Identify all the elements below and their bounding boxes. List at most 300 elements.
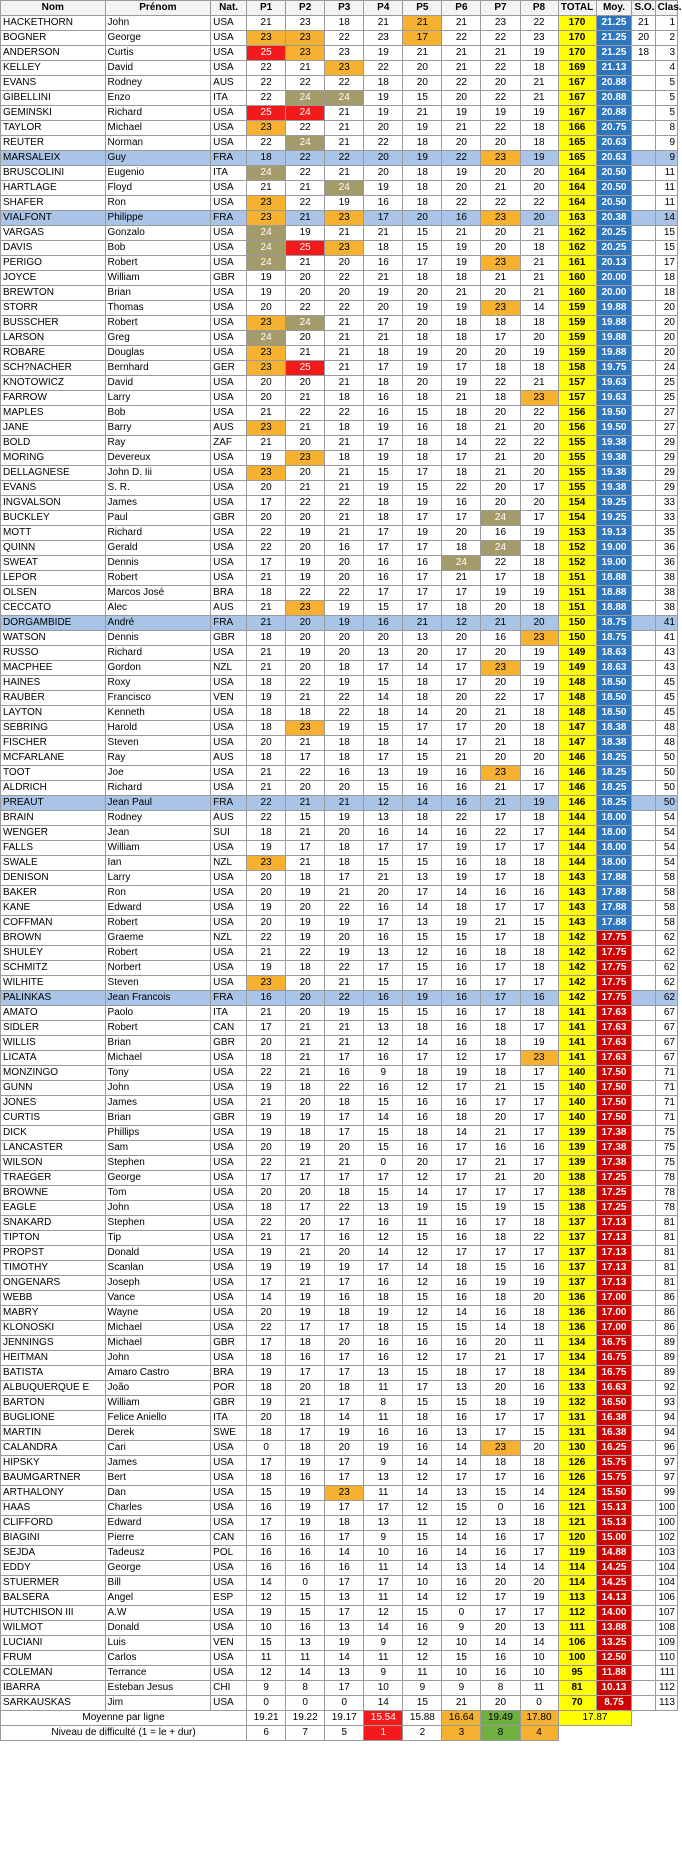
cell-so: [632, 1621, 655, 1636]
cell-total: 106: [558, 1636, 596, 1651]
cell-p4: 20: [364, 166, 403, 181]
cell-total: 147: [558, 721, 596, 736]
cell-nat: USA: [211, 1561, 247, 1576]
cell-p1: 20: [247, 1186, 286, 1201]
cell-p8: 16: [520, 991, 558, 1006]
table-row: [1, 1696, 678, 1711]
table-row: [1, 946, 678, 961]
cell-nat: USA: [211, 781, 247, 796]
cell-prenom: Edward: [105, 901, 211, 916]
cell-p2: 23: [286, 46, 325, 61]
table-row: [1, 406, 678, 421]
cell-p3: 22: [325, 301, 364, 316]
cell-p6: 14: [442, 886, 481, 901]
cell-p1: 21: [247, 601, 286, 616]
cell-nat: GBR: [211, 1336, 247, 1351]
cell-nat: USA: [211, 241, 247, 256]
cell-p7: 17: [481, 871, 520, 886]
cell-nom: SEBRING: [1, 721, 106, 736]
cell-p6: 16: [442, 1216, 481, 1231]
cell-total: 164: [558, 196, 596, 211]
cell-p3: 17: [325, 1111, 364, 1126]
cell-p5: 18: [403, 136, 442, 151]
cell-so: [632, 256, 655, 271]
cell-p1: 0: [247, 1696, 286, 1711]
cell-p8: 15: [520, 1081, 558, 1096]
cell-so: [632, 1411, 655, 1426]
cell-p7: 16: [481, 1651, 520, 1666]
cell-p8: 21: [520, 256, 558, 271]
cell-p4: 11: [364, 1381, 403, 1396]
cell-prenom: Jean: [105, 826, 211, 841]
cell-so: [632, 871, 655, 886]
cell-prenom: Tadeusz: [105, 1546, 211, 1561]
cell-moy: 15.13: [596, 1516, 632, 1531]
cell-prenom: Enzo: [105, 91, 211, 106]
cell-p4: 21: [364, 226, 403, 241]
cell-p6: 21: [442, 1696, 481, 1711]
cell-so: [632, 721, 655, 736]
cell-p5: 19: [403, 526, 442, 541]
cell-p7: 18: [481, 316, 520, 331]
cell-p8: 19: [520, 151, 558, 166]
col-header-nat: Nat.: [211, 1, 247, 16]
cell-nat: USA: [211, 196, 247, 211]
cell-p1: 21: [247, 946, 286, 961]
cell-p5: 21: [403, 106, 442, 121]
cell-p3: 20: [325, 931, 364, 946]
cell-p7: 22: [481, 91, 520, 106]
cell-p4: 16: [364, 901, 403, 916]
cell-p6: 19: [442, 166, 481, 181]
cell-p7: 21: [481, 781, 520, 796]
cell-nat: USA: [211, 1606, 247, 1621]
cell-so: 21: [632, 16, 655, 31]
cell-p2: 21: [286, 391, 325, 406]
cell-p8: 17: [520, 841, 558, 856]
cell-p7: 22: [481, 61, 520, 76]
cell-p5: 14: [403, 706, 442, 721]
cell-nom: BARTON: [1, 1396, 106, 1411]
cell-p7: 21: [481, 1126, 520, 1141]
cell-total: 160: [558, 286, 596, 301]
cell-nom: PERIGO: [1, 256, 106, 271]
cell-p2: 17: [286, 1366, 325, 1381]
cell-prenom: Floyd: [105, 181, 211, 196]
cell-p4: 20: [364, 631, 403, 646]
cell-nat: FRA: [211, 151, 247, 166]
cell-p6: 18: [442, 331, 481, 346]
cell-nat: USA: [211, 961, 247, 976]
cell-nat: AUS: [211, 811, 247, 826]
cell-p8: 17: [520, 691, 558, 706]
cell-moy: 21.25: [596, 31, 632, 46]
cell-p6: 18: [442, 1261, 481, 1276]
cell-p2: 21: [286, 346, 325, 361]
cell-p4: 18: [364, 706, 403, 721]
cell-p1: 23: [247, 121, 286, 136]
cell-p2: 19: [286, 646, 325, 661]
cell-p3: 19: [325, 811, 364, 826]
cell-total: 70: [558, 1696, 596, 1711]
cell-prenom: John: [105, 1201, 211, 1216]
cell-clas: 29: [655, 466, 677, 481]
cell-moy: 17.75: [596, 976, 632, 991]
cell-nat: USA: [211, 916, 247, 931]
cell-p5: 13: [403, 631, 442, 646]
cell-prenom: Robert: [105, 571, 211, 586]
cell-prenom: Eugenio: [105, 166, 211, 181]
cell-so: [632, 751, 655, 766]
cell-p2: 21: [286, 421, 325, 436]
cell-p8: 19: [520, 796, 558, 811]
cell-p8: 20: [520, 466, 558, 481]
cell-p2: 19: [286, 1111, 325, 1126]
cell-p8: 18: [520, 241, 558, 256]
cell-so: [632, 961, 655, 976]
cell-p8: 21: [520, 226, 558, 241]
table-row: [1, 421, 678, 436]
cell-nat: USA: [211, 721, 247, 736]
cell-so: [632, 856, 655, 871]
cell-so: [632, 121, 655, 136]
cell-prenom: Dennis: [105, 631, 211, 646]
cell-clas: 38: [655, 586, 677, 601]
cell-nat: USA: [211, 1351, 247, 1366]
cell-p1: 25: [247, 46, 286, 61]
cell-prenom: Guy: [105, 151, 211, 166]
cell-moy: 16.75: [596, 1336, 632, 1351]
table-row: [1, 811, 678, 826]
cell-nat: USA: [211, 1306, 247, 1321]
cell-p3: 23: [325, 1486, 364, 1501]
cell-prenom: Pierre: [105, 1531, 211, 1546]
cell-moy: 13.88: [596, 1621, 632, 1636]
cell-p1: 18: [247, 1426, 286, 1441]
cell-p4: 13: [364, 1021, 403, 1036]
cell-nat: USA: [211, 1471, 247, 1486]
cell-p7: 18: [481, 1066, 520, 1081]
cell-p1: 20: [247, 736, 286, 751]
cell-p7: 20: [481, 1696, 520, 1711]
cell-p6: 9: [442, 1681, 481, 1696]
cell-p6: 18: [442, 271, 481, 286]
cell-so: [632, 1156, 655, 1171]
cell-p5: 20: [403, 76, 442, 91]
cell-clas: 89: [655, 1366, 677, 1381]
table-row: [1, 1576, 678, 1591]
cell-p4: 16: [364, 826, 403, 841]
cell-p5: 17: [403, 1381, 442, 1396]
table-row: [1, 1096, 678, 1111]
cell-p7: 23: [481, 256, 520, 271]
cell-p3: 13: [325, 1666, 364, 1681]
cell-clas: 36: [655, 541, 677, 556]
cell-so: [632, 1606, 655, 1621]
cell-p6: 17: [442, 361, 481, 376]
table-row: [1, 961, 678, 976]
cell-p5: 21: [403, 16, 442, 31]
cell-nat: USA: [211, 1096, 247, 1111]
cell-so: [632, 1351, 655, 1366]
cell-moy: 18.25: [596, 781, 632, 796]
cell-p1: 21: [247, 571, 286, 586]
cell-p6: 14: [442, 1456, 481, 1471]
cell-total: 148: [558, 676, 596, 691]
cell-p1: 16: [247, 1531, 286, 1546]
cell-p8: 16: [520, 766, 558, 781]
cell-clas: 71: [655, 1081, 677, 1096]
cell-p8: 17: [520, 1546, 558, 1561]
cell-p5: 15: [403, 481, 442, 496]
cell-prenom: Ron: [105, 886, 211, 901]
cell-nom: KNOTOWICZ: [1, 376, 106, 391]
cell-nat: USA: [211, 1621, 247, 1636]
cell-so: [632, 1291, 655, 1306]
cell-p5: 18: [403, 811, 442, 826]
cell-p8: 16: [520, 1261, 558, 1276]
cell-prenom: Harold: [105, 721, 211, 736]
cell-so: [632, 196, 655, 211]
cell-p8: 17: [520, 1066, 558, 1081]
cell-p4: 21: [364, 16, 403, 31]
table-row: [1, 676, 678, 691]
cell-prenom: Ron: [105, 196, 211, 211]
cell-p8: 19: [520, 526, 558, 541]
cell-total: 140: [558, 1066, 596, 1081]
cell-total: 139: [558, 1141, 596, 1156]
cell-p3: 18: [325, 661, 364, 676]
cell-p6: 21: [442, 751, 481, 766]
cell-p6: 16: [442, 781, 481, 796]
cell-p3: 18: [325, 1516, 364, 1531]
table-row: [1, 16, 678, 31]
cell-p6: 18: [442, 316, 481, 331]
cell-p3: 20: [325, 781, 364, 796]
cell-p1: 21: [247, 181, 286, 196]
cell-p3: 17: [325, 1501, 364, 1516]
cell-nom: SNAKARD: [1, 1216, 106, 1231]
cell-p4: 14: [364, 1111, 403, 1126]
cell-p6: 14: [442, 436, 481, 451]
cell-p5: 9: [403, 1681, 442, 1696]
cell-total: 159: [558, 316, 596, 331]
cell-nom: SCH?NACHER: [1, 361, 106, 376]
cell-p4: 13: [364, 1471, 403, 1486]
cell-nom: EAGLE: [1, 1201, 106, 1216]
cell-p2: 14: [286, 1666, 325, 1681]
cell-p7: 22: [481, 436, 520, 451]
cell-so: [632, 1306, 655, 1321]
cell-p6: 16: [442, 991, 481, 1006]
cell-p3: 21: [325, 886, 364, 901]
cell-p1: 20: [247, 871, 286, 886]
cell-total: 100: [558, 1651, 596, 1666]
cell-p2: 24: [286, 106, 325, 121]
cell-p7: 20: [481, 1336, 520, 1351]
cell-p1: 19: [247, 1606, 286, 1621]
cell-p7: 20: [481, 481, 520, 496]
cell-nom: LUCIANI: [1, 1636, 106, 1651]
cell-total: 139: [558, 1156, 596, 1171]
cell-prenom: Robert: [105, 1021, 211, 1036]
cell-p3: 21: [325, 1036, 364, 1051]
cell-nat: USA: [211, 571, 247, 586]
cell-prenom: Tony: [105, 1066, 211, 1081]
cell-prenom: Felice Aniello: [105, 1411, 211, 1426]
cell-moy: 10.13: [596, 1681, 632, 1696]
cell-clas: 67: [655, 1051, 677, 1066]
cell-p1: 23: [247, 31, 286, 46]
cell-moy: 18.00: [596, 841, 632, 856]
cell-total: 120: [558, 1531, 596, 1546]
cell-p3: 21: [325, 346, 364, 361]
cell-prenom: Devereux: [105, 451, 211, 466]
cell-p7: 17: [481, 1096, 520, 1111]
cell-nat: FRA: [211, 211, 247, 226]
cell-nom: GUNN: [1, 1081, 106, 1096]
cell-moy: 16.25: [596, 1441, 632, 1456]
table-row: [1, 661, 678, 676]
cell-total: 138: [558, 1186, 596, 1201]
cell-moy: 19.25: [596, 511, 632, 526]
table-row: [1, 211, 678, 226]
cell-p6: 19: [442, 256, 481, 271]
cell-p6: 18: [442, 541, 481, 556]
cell-prenom: Bert: [105, 1471, 211, 1486]
cell-moy: 19.88: [596, 346, 632, 361]
cell-nom: ARTHALONY: [1, 1486, 106, 1501]
cell-p2: 17: [286, 1231, 325, 1246]
cell-so: [632, 826, 655, 841]
cell-p4: 13: [364, 766, 403, 781]
table-row: [1, 331, 678, 346]
cell-p5: 17: [403, 841, 442, 856]
table-row: [1, 1276, 678, 1291]
cell-nat: USA: [211, 1516, 247, 1531]
cell-nom: COLEMAN: [1, 1666, 106, 1681]
cell-p1: 18: [247, 1051, 286, 1066]
cell-p7: 18: [481, 361, 520, 376]
cell-p8: 15: [520, 1201, 558, 1216]
cell-p2: 23: [286, 16, 325, 31]
cell-nat: USA: [211, 466, 247, 481]
cell-nom: MABRY: [1, 1306, 106, 1321]
cell-p4: 9: [364, 1456, 403, 1471]
cell-p8: 18: [520, 946, 558, 961]
cell-p1: 23: [247, 466, 286, 481]
cell-p4: 19: [364, 91, 403, 106]
cell-p1: 21: [247, 436, 286, 451]
cell-p8: 18: [520, 961, 558, 976]
cell-p7: 21: [481, 736, 520, 751]
cell-p8: 18: [520, 931, 558, 946]
cell-p1: 16: [247, 1546, 286, 1561]
cell-p7: 17: [481, 1366, 520, 1381]
cell-nom: FALLS: [1, 841, 106, 856]
cell-clas: 104: [655, 1576, 677, 1591]
cell-p8: 17: [520, 1411, 558, 1426]
difficulty-label: Niveau de difficulté (1 = le + dur): [1, 1726, 247, 1741]
cell-p8: 18: [520, 541, 558, 556]
cell-total: 169: [558, 61, 596, 76]
cell-total: 144: [558, 826, 596, 841]
cell-p3: 24: [325, 91, 364, 106]
cell-nom: BUGLIONE: [1, 1411, 106, 1426]
cell-total: 136: [558, 1291, 596, 1306]
cell-prenom: Richard: [105, 646, 211, 661]
cell-moy: 20.00: [596, 286, 632, 301]
cell-total: 152: [558, 541, 596, 556]
cell-p3: 21: [325, 526, 364, 541]
cell-p3: 23: [325, 241, 364, 256]
cell-clas: 24: [655, 361, 677, 376]
cell-clas: 97: [655, 1456, 677, 1471]
cell-so: [632, 1171, 655, 1186]
table-row: [1, 106, 678, 121]
cell-prenom: William: [105, 841, 211, 856]
cell-p3: 18: [325, 841, 364, 856]
cell-p4: 13: [364, 1366, 403, 1381]
cell-p3: 16: [325, 766, 364, 781]
cell-p7: 17: [481, 1591, 520, 1606]
cell-p8: 16: [520, 1471, 558, 1486]
cell-p2: 18: [286, 961, 325, 976]
cell-moy: 17.00: [596, 1291, 632, 1306]
cell-total: 150: [558, 616, 596, 631]
cell-p7: 23: [481, 1441, 520, 1456]
cell-prenom: A.W: [105, 1606, 211, 1621]
cell-prenom: Gonzalo: [105, 226, 211, 241]
cell-p2: 19: [286, 1291, 325, 1306]
table-row: [1, 916, 678, 931]
cell-p1: 21: [247, 661, 286, 676]
cell-nat: USA: [211, 1696, 247, 1711]
cell-p5: 15: [403, 1606, 442, 1621]
cell-nom: RAUBER: [1, 691, 106, 706]
cell-total: 164: [558, 166, 596, 181]
cell-p3: 21: [325, 796, 364, 811]
cell-prenom: George: [105, 31, 211, 46]
cell-p8: 15: [520, 916, 558, 931]
cell-nom: KANE: [1, 901, 106, 916]
avg-p5: 15.88: [403, 1711, 442, 1726]
cell-p7: 15: [481, 1261, 520, 1276]
cell-nat: VEN: [211, 1636, 247, 1651]
cell-p4: 15: [364, 676, 403, 691]
cell-clas: 62: [655, 946, 677, 961]
cell-p2: 13: [286, 1636, 325, 1651]
cell-p6: 17: [442, 1141, 481, 1156]
table-row: [1, 271, 678, 286]
table-row: [1, 1351, 678, 1366]
cell-nat: USA: [211, 1441, 247, 1456]
cell-nom: BRAIN: [1, 811, 106, 826]
cell-so: [632, 1036, 655, 1051]
cell-p8: 23: [520, 631, 558, 646]
cell-p8: 18: [520, 1006, 558, 1021]
cell-so: [632, 1441, 655, 1456]
cell-p7: 20: [481, 136, 520, 151]
cell-p2: 20: [286, 631, 325, 646]
cell-clas: 110: [655, 1651, 677, 1666]
cell-p2: 23: [286, 601, 325, 616]
table-row: [1, 286, 678, 301]
cell-p4: 13: [364, 1201, 403, 1216]
cell-p5: 18: [403, 436, 442, 451]
cell-p1: 15: [247, 1636, 286, 1651]
cell-moy: 17.88: [596, 916, 632, 931]
